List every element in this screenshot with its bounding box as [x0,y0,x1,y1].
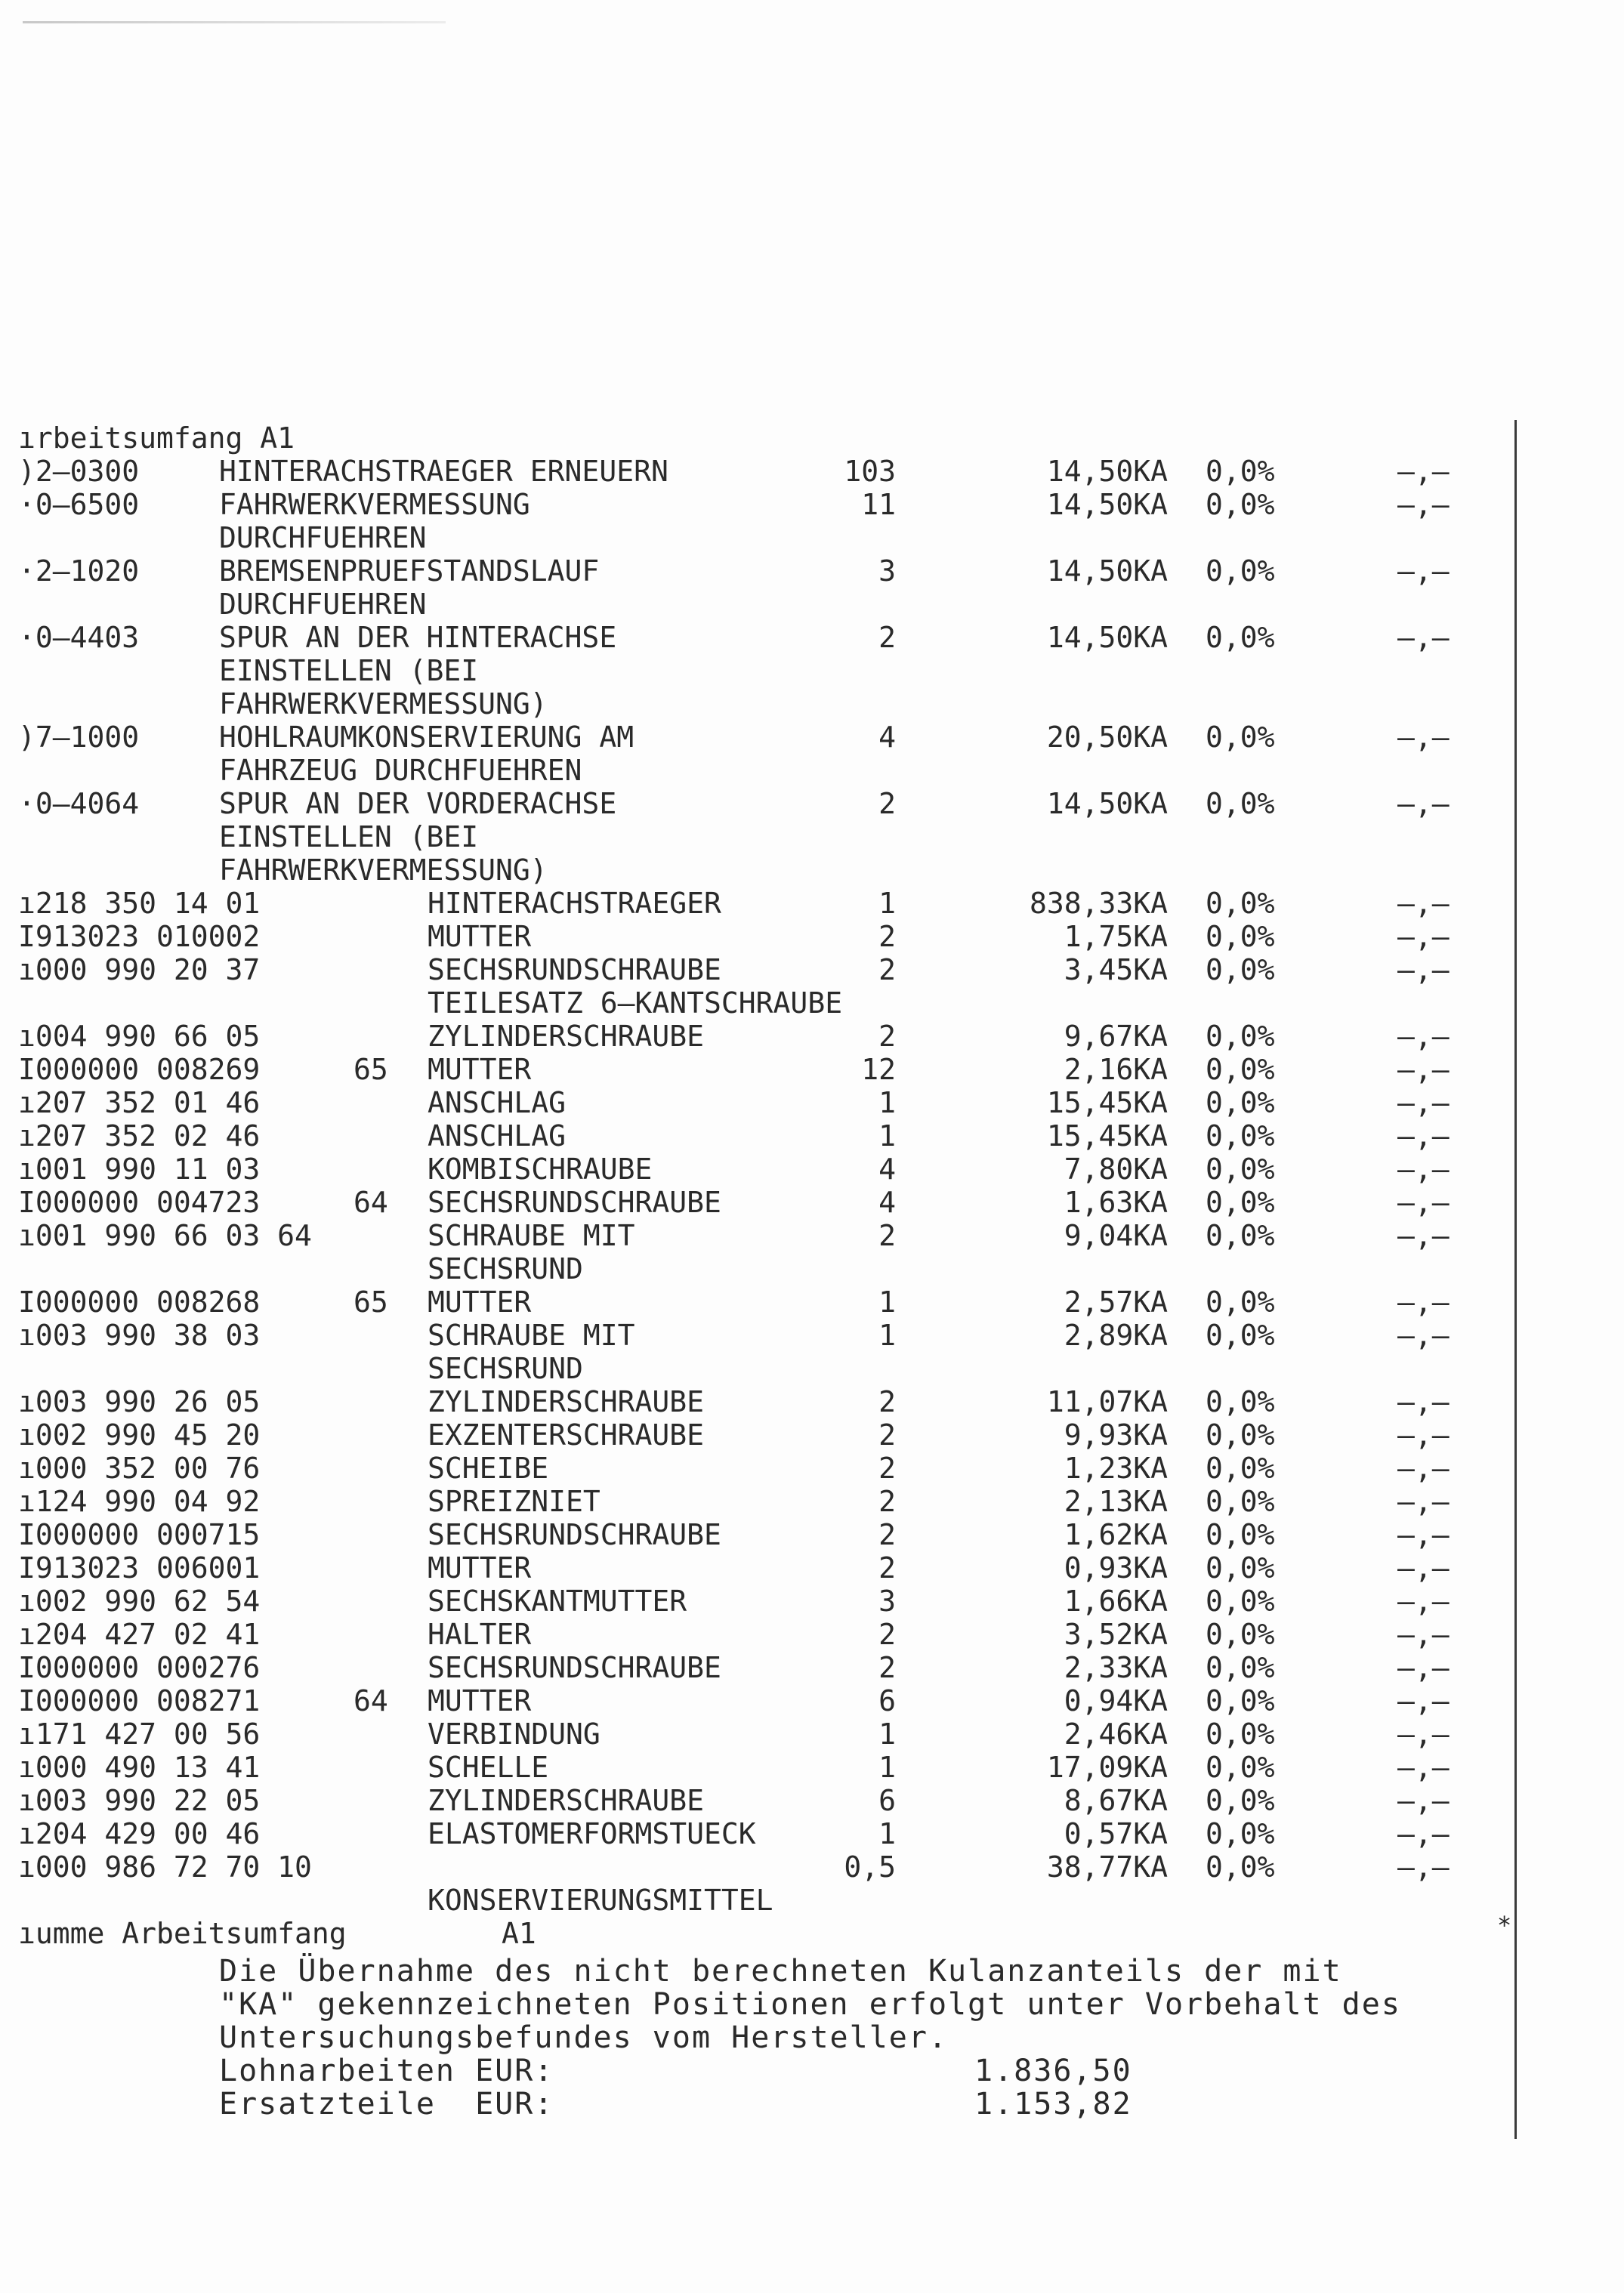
position-description: VERBINDUNG [428,1717,601,1751]
line-amount: —,— [1397,1053,1450,1086]
position-description: EINSTELLEN (BEI [219,654,479,687]
line-amount: —,— [1397,1850,1450,1884]
quantity: 4 [878,1186,896,1219]
unit-price: 9,67KA [1064,1020,1168,1053]
quantity: 4 [878,721,896,754]
total-value: 1.153,82 [974,2087,1132,2122]
unit-price: 2,46KA [1064,1717,1168,1751]
position-code: ı207 352 01 46 [18,1086,261,1119]
discount-percent: 0,0% [1206,1153,1275,1186]
quantity: 3 [878,1585,896,1618]
position-code: ı002 990 45 20 [18,1418,261,1452]
total-label: Lohnarbeiten EUR: [219,2054,554,2088]
position-code: ı204 429 00 46 [18,1817,261,1850]
scan-artifact [23,21,446,23]
quantity: 3 [878,554,896,588]
line-amount: —,— [1397,1186,1450,1219]
discount-percent: 0,0% [1206,1518,1275,1551]
note-line: "KA" gekennzeichneten Positionen erfolgt unter Vorbehalt des [219,1987,1401,2022]
discount-percent: 0,0% [1206,920,1275,953]
line-amount: —,— [1397,1784,1450,1817]
unit-price: 14,50KA [1046,488,1168,521]
line-amount: —,— [1397,887,1450,920]
line-amount: —,— [1397,554,1450,588]
unit-price: 8,67KA [1064,1784,1168,1817]
line-amount: —,— [1397,621,1450,654]
line-amount: —,— [1397,1219,1450,1252]
quantity: 6 [878,1784,896,1817]
line-amount: —,— [1397,1020,1450,1053]
unit-price: 1,66KA [1064,1585,1168,1618]
discount-percent: 0,0% [1206,1485,1275,1518]
asterisk-mark: * [1497,1911,1512,1940]
unit-price: 17,09KA [1046,1751,1168,1784]
discount-percent: 0,0% [1206,1717,1275,1751]
unit-price: 1,23KA [1064,1452,1168,1485]
discount-percent: 0,0% [1206,787,1275,820]
position-description: ELASTOMERFORMSTUECK [428,1817,756,1850]
line-amount: —,— [1397,455,1450,488]
quantity: 2 [878,1020,896,1053]
position-description: DURCHFUEHREN [219,521,427,554]
line-amount: —,— [1397,1618,1450,1651]
position-description: SCHELLE [428,1751,549,1784]
line-amount: —,— [1397,1684,1450,1717]
position-code: I913023 010002 [18,920,261,953]
position-code: ·2—1020 [18,554,140,588]
unit-price: 0,94KA [1064,1684,1168,1717]
quantity: 2 [878,1385,896,1418]
unit-price: 14,50KA [1046,554,1168,588]
unit-price: 9,93KA [1064,1418,1168,1452]
unit-price: 15,45KA [1046,1086,1168,1119]
position-description: SECHSRUND [428,1252,583,1285]
discount-percent: 0,0% [1206,1618,1275,1651]
discount-percent: 0,0% [1206,1850,1275,1884]
position-description: MUTTER [428,1684,532,1717]
position-code: I913023 006001 [18,1551,261,1585]
position-description: KOMBISCHRAUBE [428,1153,653,1186]
position-description: FAHRZEUG DURCHFUEHREN [219,754,582,787]
position-code: ı003 990 22 05 [18,1784,261,1817]
unit-price: 2,57KA [1064,1285,1168,1319]
unit-price: 11,07KA [1046,1385,1168,1418]
position-code: ı001 990 11 03 [18,1153,261,1186]
line-amount: —,— [1397,1651,1450,1684]
position-description: FAHRWERKVERMESSUNG) [219,853,548,887]
line-amount: —,— [1397,1452,1450,1485]
margin-rule [1514,420,1517,2139]
discount-percent: 0,0% [1206,1119,1275,1153]
position-description: SECHSRUND [428,1352,583,1385]
position-code: ı003 990 38 03 [18,1319,261,1352]
discount-percent: 0,0% [1206,1285,1275,1319]
unit-price: 38,77KA [1046,1850,1168,1884]
line-amount: —,— [1397,1717,1450,1751]
quantity: 2 [878,787,896,820]
unit-price: 1,63KA [1064,1186,1168,1219]
position-description: EXZENTERSCHRAUBE [428,1418,705,1452]
discount-percent: 0,0% [1206,953,1275,986]
code-suffix: 64 [354,1186,388,1219]
position-description: MUTTER [428,920,532,953]
position-description: SCHRAUBE MIT [428,1219,635,1252]
line-amount: —,— [1397,1418,1450,1452]
line-amount: —,— [1397,1551,1450,1585]
position-description: FAHRWERKVERMESSUNG [219,488,530,521]
position-description: EINSTELLEN (BEI [219,820,479,853]
position-description: BREMSENPRUEFSTANDSLAUF [219,554,600,588]
unit-price: 2,89KA [1064,1319,1168,1352]
code-suffix: 65 [354,1285,388,1319]
position-description: MUTTER [428,1285,532,1319]
discount-percent: 0,0% [1206,1651,1275,1684]
discount-percent: 0,0% [1206,1053,1275,1086]
position-code: I000000 000276 [18,1651,261,1684]
line-amount: —,— [1397,721,1450,754]
position-description: SCHEIBE [428,1452,549,1485]
discount-percent: 0,0% [1206,1452,1275,1485]
unit-price: 3,52KA [1064,1618,1168,1651]
position-code: ı207 352 02 46 [18,1119,261,1153]
position-description: SCHRAUBE MIT [428,1319,635,1352]
discount-percent: 0,0% [1206,1784,1275,1817]
code-suffix: 64 [354,1684,388,1717]
position-code: ı000 352 00 76 [18,1452,261,1485]
position-description: HOHLRAUMKONSERVIERUNG AM [219,721,634,754]
unit-price: 2,13KA [1064,1485,1168,1518]
line-amount: —,— [1397,920,1450,953]
total-value: 1.836,50 [974,2054,1132,2088]
discount-percent: 0,0% [1206,488,1275,521]
line-amount: —,— [1397,1153,1450,1186]
line-amount: —,— [1397,1086,1450,1119]
quantity: 1 [878,1717,896,1751]
discount-percent: 0,0% [1206,1086,1275,1119]
unit-price: 838,33KA [1029,887,1168,920]
unit-price: 1,75KA [1064,920,1168,953]
position-description: SECHSRUNDSCHRAUBE [428,1651,721,1684]
position-description: HALTER [428,1618,532,1651]
unit-price: 14,50KA [1046,787,1168,820]
position-code: ·0—6500 [18,488,140,521]
discount-percent: 0,0% [1206,1020,1275,1053]
position-description: SECHSRUNDSCHRAUBE [428,953,721,986]
position-code: I000000 000715 [18,1518,261,1551]
discount-percent: 0,0% [1206,1684,1275,1717]
sum-label: ıumme Arbeitsumfang [18,1917,347,1950]
line-amount: —,— [1397,953,1450,986]
position-code: ı171 427 00 56 [18,1717,261,1751]
position-code: ·0—4403 [18,621,140,654]
position-code: ı003 990 26 05 [18,1385,261,1418]
position-code: ı000 990 20 37 [18,953,261,986]
position-description: SECHSRUNDSCHRAUBE [428,1186,721,1219]
position-description: ZYLINDERSCHRAUBE [428,1784,705,1817]
discount-percent: 0,0% [1206,1751,1275,1784]
position-code: I000000 008268 [18,1285,261,1319]
unit-price: 1,62KA [1064,1518,1168,1551]
position-description: HINTERACHSTRAEGER ERNEUERN [219,455,668,488]
position-description: DURCHFUEHREN [219,588,427,621]
position-code: ı124 990 04 92 [18,1485,261,1518]
quantity: 2 [878,1618,896,1651]
line-amount: —,— [1397,488,1450,521]
discount-percent: 0,0% [1206,1385,1275,1418]
position-description: SPUR AN DER VORDERACHSE [219,787,617,820]
quantity: 1 [878,1817,896,1850]
unit-price: 14,50KA [1046,455,1168,488]
unit-price: 15,45KA [1046,1119,1168,1153]
quantity: 2 [878,1551,896,1585]
line-amount: —,— [1397,1385,1450,1418]
position-description: ZYLINDERSCHRAUBE [428,1385,705,1418]
position-code: ı000 986 72 70 10 [18,1850,312,1884]
position-code: ·0—4064 [18,787,140,820]
note-line: Untersuchungsbefundes vom Hersteller. [219,2020,949,2055]
quantity: 103 [844,455,896,488]
position-description: TEILESATZ 6—KANTSCHRAUBE [428,986,843,1020]
discount-percent: 0,0% [1206,1418,1275,1452]
quantity: 12 [861,1053,896,1086]
code-suffix: 65 [354,1053,388,1086]
quantity: 1 [878,1751,896,1784]
line-amount: —,— [1397,1751,1450,1784]
quantity: 1 [878,1319,896,1352]
quantity: 4 [878,1153,896,1186]
unit-price: 3,45KA [1064,953,1168,986]
line-amount: —,— [1397,1817,1450,1850]
unit-price: 0,57KA [1064,1817,1168,1850]
discount-percent: 0,0% [1206,1817,1275,1850]
unit-price: 0,93KA [1064,1551,1168,1585]
position-code: ı002 990 62 54 [18,1585,261,1618]
position-code: I000000 008271 [18,1684,261,1717]
position-description: SPUR AN DER HINTERACHSE [219,621,617,654]
quantity: 2 [878,621,896,654]
quantity: 1 [878,1285,896,1319]
position-code: ı000 490 13 41 [18,1751,261,1784]
quantity: 6 [878,1684,896,1717]
quantity: 1 [878,1119,896,1153]
line-amount: —,— [1397,787,1450,820]
line-amount: —,— [1397,1119,1450,1153]
position-description: ANSCHLAG [428,1119,567,1153]
position-code: ı004 990 66 05 [18,1020,261,1053]
position-description: FAHRWERKVERMESSUNG) [219,687,548,721]
quantity: 2 [878,1452,896,1485]
sum-code: A1 [502,1917,536,1950]
position-description: MUTTER [428,1551,532,1585]
discount-percent: 0,0% [1206,554,1275,588]
position-code: ı001 990 66 03 64 [18,1219,312,1252]
position-code: I000000 008269 [18,1053,261,1086]
discount-percent: 0,0% [1206,721,1275,754]
quantity: 2 [878,1651,896,1684]
discount-percent: 0,0% [1206,1319,1275,1352]
position-code: ı204 427 02 41 [18,1618,261,1651]
quantity: 2 [878,1485,896,1518]
discount-percent: 0,0% [1206,455,1275,488]
position-description: HINTERACHSTRAEGER [428,887,721,920]
total-label: Ersatzteile EUR: [219,2087,554,2122]
unit-price: 7,80KA [1064,1153,1168,1186]
line-amount: —,— [1397,1485,1450,1518]
unit-price: 20,50KA [1046,721,1168,754]
discount-percent: 0,0% [1206,1186,1275,1219]
discount-percent: 0,0% [1206,1551,1275,1585]
position-description: SECHSKANTMUTTER [428,1585,687,1618]
quantity: 11 [861,488,896,521]
quantity: 2 [878,920,896,953]
position-description: ANSCHLAG [428,1086,567,1119]
position-description: KONSERVIERUNGSMITTEL [428,1884,773,1917]
unit-price: 2,16KA [1064,1053,1168,1086]
quantity: 2 [878,1418,896,1452]
position-description: MUTTER [428,1053,532,1086]
discount-percent: 0,0% [1206,1585,1275,1618]
position-code: I000000 004723 [18,1186,261,1219]
quantity: 2 [878,953,896,986]
discount-percent: 0,0% [1206,887,1275,920]
quantity: 2 [878,1518,896,1551]
discount-percent: 0,0% [1206,621,1275,654]
position-description: SPREIZNIET [428,1485,601,1518]
position-code: )2—0300 [18,455,140,488]
line-amount: —,— [1397,1585,1450,1618]
unit-price: 14,50KA [1046,621,1168,654]
quantity: 1 [878,1086,896,1119]
line-amount: —,— [1397,1285,1450,1319]
unit-price: 9,04KA [1064,1219,1168,1252]
unit-price: 2,33KA [1064,1651,1168,1684]
note-line: Die Übernahme des nicht berechneten Kulanzanteils der mit [219,1954,1342,1989]
quantity: 2 [878,1219,896,1252]
position-code: )7—1000 [18,721,140,754]
quantity: 0,5 [844,1850,896,1884]
position-description: SECHSRUNDSCHRAUBE [428,1518,721,1551]
section-title: ırbeitsumfang A1 [18,421,295,455]
discount-percent: 0,0% [1206,1219,1275,1252]
line-amount: —,— [1397,1319,1450,1352]
position-code: ı218 350 14 01 [18,887,261,920]
line-amount: —,— [1397,1518,1450,1551]
quantity: 1 [878,887,896,920]
position-description: ZYLINDERSCHRAUBE [428,1020,705,1053]
